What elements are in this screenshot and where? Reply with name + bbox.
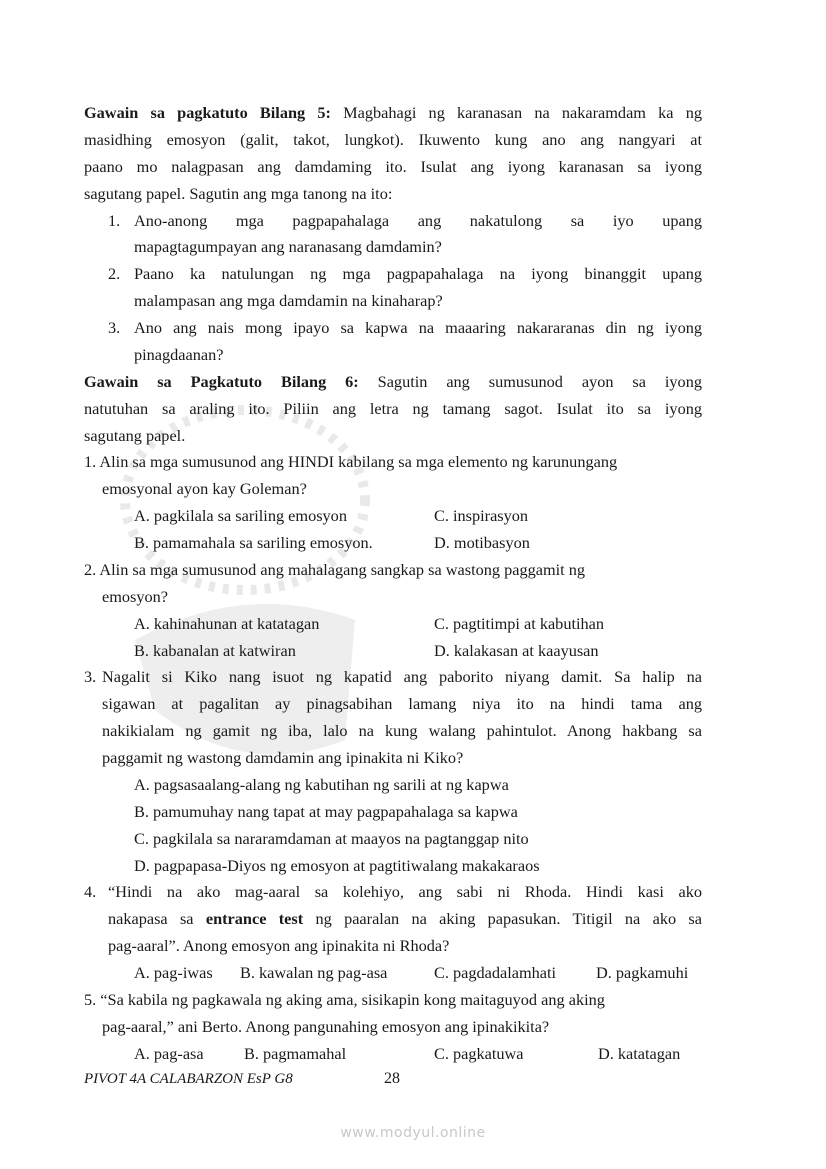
choices-row [84,611,702,638]
question-number: 2. [108,264,121,284]
choice-d: D. motibasyon [434,533,530,552]
activity6-line: sagutang papel. [84,425,186,445]
question-number: 1. [84,452,97,472]
question-text: pag-aaral”. Anong emosyon ang ipinakita ni Rhoda? [108,936,450,956]
activity6-heading: Gawain sa Pagkatuto Bilang 6: [84,371,359,391]
question-number: 5. [84,989,97,1009]
reflection-question [84,261,702,288]
choice-a: A. pag-asa [134,1043,204,1063]
question-number: 1. [108,210,121,230]
activity6-line: natutuhan sa araling ito. Piliin ang letra ng tamang sagot. Isulat ito sa iyong [84,398,702,418]
question-text: “Sa kabila ng pagkawala ng aking ama, sisikapin kong maitaguyod ang aking [100,989,605,1009]
choice-b: B. pamumuhay nang tapat at may pagpapahalaga sa kapwa [134,801,518,821]
choice-b: B. kawalan ng pag-asa [240,963,388,982]
quiz-question [84,557,702,584]
question-text: sigawan at pagalitan ay pinagsabihan lamang niya ito na hindi tama ang [102,694,702,714]
choices-row [84,826,702,853]
question-text: emosyon? [102,586,169,606]
choice-d: D. pagpapasa-Diyos ng emosyon at pagtitiwalang makakaraos [134,855,540,875]
activity5-line: masidhing emosyon (galit, takot, lungkot). Ikuwento kung ano ang nangyari at [84,129,702,149]
choices-row [84,960,702,987]
text: Sagutin ang sumusunod ayon sa iyong [377,371,702,391]
question-text: emosyonal ayon kay Goleman? [102,479,307,499]
question-text: pinagdaanan? [134,344,224,364]
quiz-question [84,664,702,691]
question-number: 3. [84,667,97,687]
choice-a: A. kahinahunan at katatagan [134,613,320,633]
page-number: 28 [384,1070,400,1087]
question-text [108,906,702,933]
activity6-line [84,369,702,396]
choice-c: C. pagkatuwa [434,1043,524,1063]
choice-b: B. pamamahala sa sariling emosyon. [134,533,373,552]
website-watermark: www.modyul.online [340,1125,486,1141]
question-text: Nagalit si Kiko nang isuot ng kapatid ang paborito niyang damit. Sa halip na [102,667,702,687]
choice-a: A. pag-iwas [134,963,213,982]
choices-row [84,638,702,665]
choices-row [84,772,702,799]
bold-term: entrance test [205,909,304,929]
choices-row [84,503,702,530]
choice-b: B. kabanalan at katwiran [134,640,296,660]
question-number: 3. [108,318,121,337]
choice-c: C. inspirasyon [434,506,529,526]
reflection-question [84,315,702,342]
choice-c: C. pagdadalamhati [434,963,557,982]
activity5-line: paano mo nalagpasan ang damdaming ito. Isulat ang iyong karanasan sa iyong [84,156,702,176]
activity5-heading: Gawain sa pagkatuto Bilang 5: [84,103,331,122]
question-text: pag-aaral,” ani Berto. Anong pangunahing emosyon ang ipinakikita? [102,1016,550,1036]
question-text: malampasan ang mga damdamin na kinaharap? [134,291,443,311]
choice-c: C. pagtitimpi at kabutihan [434,613,605,633]
choice-a: A. pagsasaalang-alang ng kabutihan ng sarili at ng kapwa [134,774,509,794]
question-number: 2. [84,559,97,579]
activity5-line [84,100,702,127]
activity5-line: sagutang papel. Sagutin ang mga tanong na ito: [84,183,393,203]
choice-d: D. kalakasan at kaayusan [434,640,599,660]
text: nakapasa sa [108,909,206,929]
choices-row [84,799,702,826]
question-text: Alin sa mga sumusunod ang mahalagang sangkap sa wastong paggamit ng [99,559,586,579]
choice-d: D. katatagan [598,1043,681,1063]
text: Magbahagi ng karanasan na nakaramdam ka ng [343,103,702,122]
question-text: nakikialam ng gamit ng iba, lalo na kung walang pahintulot. Anong hakbang sa [102,721,702,741]
question-text: mapagtagumpayan ang naranasang damdamin? [134,237,442,257]
question-text: Ano ang nais mong ipayo sa kapwa na maaaring nakararanas din ng iyong [134,318,702,337]
choice-d: D. pagkamuhi [596,963,689,982]
document-body [84,100,702,1068]
question-text: Ano-anong mga pagpapahalaga ang nakatulong sa iyo upang [134,210,702,230]
question-text: “Hindi na ako mag-aaral sa kolehiyo, ang sabi ni Rhoda. Hindi kasi ako [108,882,702,902]
quiz-question [84,449,702,476]
question-number: 4. [84,882,97,902]
question-text: paggamit ng wastong damdamin ang ipinakita ni Kiko? [102,748,464,767]
choices-row [84,530,702,557]
choice-c: C. pagkilala sa nararamdaman at maayos na pagtanggap nito [134,828,529,848]
reflection-question [84,208,702,235]
question-text: Alin sa mga sumusunod ang HINDI kabilang sa mga elemento ng karunungang [99,452,618,472]
choices-row [84,1041,702,1068]
choice-a: A. pagkilala sa sariling emosyon [134,506,347,526]
quiz-question [84,987,702,1014]
question-text: Paano ka natulungan ng mga pagpapahalaga na iyong binanggit upang [134,264,702,284]
footer-label: PIVOT 4A CALABARZON EsP G8 [84,1071,293,1087]
choices-row [84,853,702,880]
quiz-question [84,879,702,906]
text: ng paaralan na aking papasukan. Titigil na ako sa [303,909,702,929]
choice-b: B. pagmamahal [244,1043,347,1063]
